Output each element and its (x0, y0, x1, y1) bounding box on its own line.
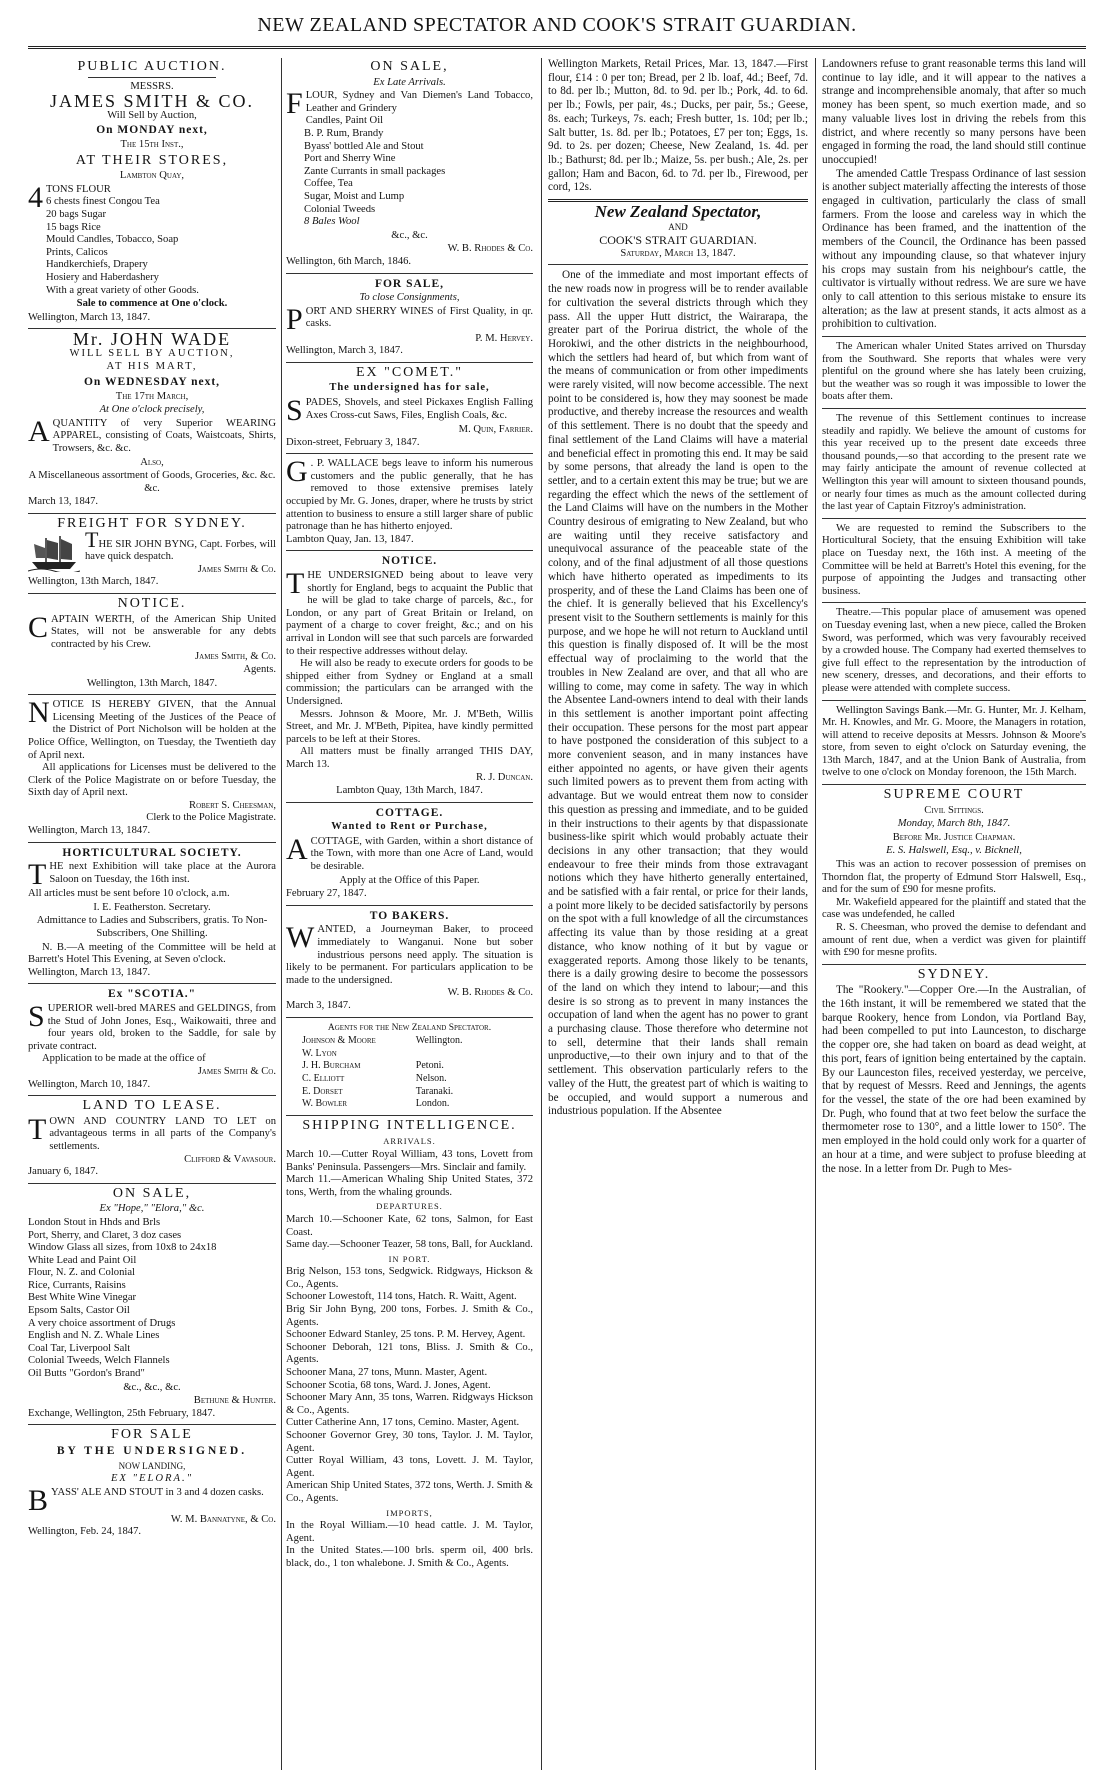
sydney-title: SYDNEY. (917, 966, 991, 982)
auction-line: The 15th Inst., (120, 138, 184, 150)
notice-body: OTICE IS HEREBY GIVEN, that the Annual Licensing Meeting of the Justices of the Peace of the District of Port Nicholson will be holden at the Police Office, Wellington, on Tuesday, the Twentieth day of April next. (28, 699, 276, 761)
freight-advert: FREIGHT FOR SYDNEY. THE SIR JOHN BYNG, Capt. Forbes, will have quick despatch. James Smith & Co. Wellington, 13th March, 1847. (28, 516, 276, 588)
signature: P. M. Hervey. (475, 332, 533, 344)
court-paragraph: This was an action to recover possession of premises on Thorndon flat, the property of Edmund Storr Halswell, Esq., and for the sum of £90 for mesne profits. (822, 859, 1086, 896)
comet-advert: EX "COMET." The undersigned has for sale, SPADES, Shovels, and steel Pickaxes English Falling Axes Cross-cut Saws, Files, English Coals, &c. M. Quin, Farrier. Dixon-street, February 3, 1847. (286, 364, 533, 448)
signature: Robert S. Cheesman, (189, 799, 276, 811)
list-item: Port and Sherry Wine (304, 153, 396, 165)
list-item: 20 bags Sugar (46, 208, 107, 220)
signature: Clifford & Vavasour. (184, 1153, 276, 1165)
court-judge: Before Mr. Justice Chapman. (892, 831, 1016, 843)
table-row (302, 1048, 463, 1061)
notice-body: COTTAGE, with Garden, within a short distance of the Town, with more than one Acre of Land, would be desirable. (310, 835, 533, 873)
editorial-date: Saturday, March 13, 1847. (620, 247, 736, 259)
list-item: Cutter Catherine Ann, 17 tons, Cemino. Master, Agent. (286, 1417, 520, 1429)
auction-line: AT THEIR STORES, (75, 152, 229, 168)
wade-line: On WEDNESDAY next, (83, 376, 221, 389)
list-item: With a great variety of other Goods. (46, 284, 199, 296)
signature: W. B. Rhodes & Co. (447, 987, 533, 999)
auction-line: On MONDAY next, (96, 124, 208, 137)
signature: W. M. Bannatyne, & Co. (170, 1513, 276, 1525)
scotia-advert: Ex "SCOTIA." SUPERIOR well-bred MARES and GELDINGS, from the Stud of John Jones, Esq., Waikowaiti, three and four years old, broken to the Saddle, for sale by private contract. Application to be made at the office of James Smith & Co. Wellington, March 10, 1847. (28, 988, 276, 1090)
licensing-notice: NOTICE IS HEREBY GIVEN, that the Annual Licensing Meeting of the Justices of the Peace of the District of Port Nicholson will be holden at the Police Office, Wellington, on Tuesday, the Twentieth day of April next. All applications for Licenses must be delivered to the Clerk of the Police Magistrate on or before Tuesday, the Sixth day of April next. Robert S. Cheesman, Clerk to the Police Magistrate. Wellington, March 13, 1847. (28, 696, 276, 837)
horticultural-advert: HORTICULTURAL SOCIETY. THE next Exhibition will take place at the Aurora Saloon on Tuesday, the 16th inst. All articles must be sent before 10 o'clock, a.m. I. E. Featherston. Secretary. Admittance to Ladies and Subscribers, gratis. To Non-Subscribers, One Shilling. N. B.—A meeting of the Committee will be held at Barrett's Hotel This Evening, at Seven o'clock. Wellington, March 13, 1847. (28, 846, 276, 978)
list-item: B. P. Rum, Brandy (304, 127, 384, 139)
dateline: Wellington, Feb. 24, 1847. (28, 1526, 142, 1538)
editorial-subtitle: COOK'S STRAIT GUARDIAN. (599, 233, 757, 248)
cottage-advert: COTTAGE. Wanted to Rent or Purchase, ACOTTAGE, with Garden, within a short distance of the Town, with more than one Acre of Land, would be desirable. Apply at the Office of this Paper. February 27, 1847. (286, 806, 533, 900)
dateline: Wellington, March 13, 1847. (28, 311, 151, 323)
bakers-advert: TO BAKERS. WANTED, a Journeyman Baker, to proceed immediately to Wanganui. None but sober industrious persons need apply. The situation is likely to be permanent. For particulars application to be made to the undersigned. W. B. Rhodes & Co. March 3, 1847. (286, 909, 533, 1011)
list-item: Colonial Tweeds (304, 203, 376, 215)
forsale-title: FOR SALE, (374, 277, 445, 290)
duncan-notice: NOTICE. THE UNDERSIGNED being about to leave very shortly for England, begs to acquaint the Public that he will be glad to take charge of parcels, &c., for London, or any part of Great Britain or Ireland, on payment of a charge to cover freight, &c.; and on his arrival in London will see that such parcels are forwarded to their respective addresses without delay. He will also be ready to execute orders for goods to be shipped either from Sydney or England at a small commission; the particulars can be arranged with the Undersigned. Messrs. Johnson & Moore, Mr. J. M'Beth, Willis Street, and Mr. J. M'Beth, Pipitea, have kindly permitted parcels to be left at their Stores. All matters must be finally arranged THIS DAY, March 13. R. J. Duncan. Lambton Quay, 13th March, 1847. (286, 555, 533, 797)
notice-body: UPERIOR well-bred MARES and GELDINGS, from the Stud of John Jones, Esq., Waikowaiti, three and four years old, broken to the Saddle, for sale by private contract. (28, 1003, 276, 1052)
scotia-title: Ex "SCOTIA." (107, 988, 197, 1001)
column-4 (822, 58, 1086, 1770)
forsale-title: FOR SALE (111, 1427, 193, 1443)
onsale-advert (28, 1185, 276, 1421)
court-paragraph: R. S. Cheesman, who proved the demise to defendant and amount of rent due, when a verdict was given for plaintiff with £90 for mesne profits. (822, 922, 1086, 959)
forsale-advert: FOR SALE BY THE UNDERSIGNED. NOW LANDING, EX "ELORA." BYASS' ALE AND STOUT in 3 and 4 dozen casks. W. M. Bannatyne, & Co. Wellington, Feb. 24, 1847. (28, 1427, 276, 1538)
dateline: Wellington, 13th March, 1847. (28, 576, 159, 588)
editorial-title-and: AND (668, 221, 688, 232)
table-row (302, 1073, 463, 1086)
list-item: Mould Candles, Tobacco, Soap (46, 234, 179, 246)
notice-body: YASS' ALE AND STOUT in 3 and 4 dozen casks. (51, 1486, 264, 1498)
onsale-subtitle: Ex Late Arrivals. (373, 76, 446, 88)
court-paragraph: Mr. Wakefield appeared for the plaintiff and stated that the case was undefended, he called (822, 896, 1086, 921)
signature: James Smith & Co. (197, 563, 276, 575)
list-item: Zante Currants in small packages (304, 165, 446, 177)
editorial-article: One of the immediate and most important effects of the new roads now in progress will be to render available for cultivation the several districts through which they pass. All the upper Hutt district, the Wairarapa, the greater part of the Porirua district, the whole of the Horokiwi, and the other districts in the neighbourhood, which the settlers had heard of, but which from want of the means of communication or from other impediments were rarely visited, will now become accessible. The next point to be considered is, how they may soonest be made productive, and thereby increase the resources and wealth of this settlement. There is no doubt that the speedy and final settlement of the Land Claims will have a material and beneficial effect in promoting this end. It may be said by some persons, that already the land is open to the settler, and to a certain extent this may be true; but we are regarding the effect which the news of the settlement of the Land Claims will have on the numbers in the Mother Country desirous of emigrating to New Zealand, but who are waiting until they receive satisfactory and unequivocal assurance of the peaceable state of the colony, and of the final adjustment of all those questions which have hitherto operated as impediments to its prosperity, and of these the Land Claims has been one of the chief. It is generally believed that his Excellency's present visit to the Southern settlements is mainly for this purpose, and we hope he will not return to Auckland until this question is finally disposed of. It will be the most effectual way of proclaiming to the world that the troubles in New Zealand are over, and that all who are willing to come, may come in safety. The way in which the Absentee Land-owners intend to deal with their lands in this settlement is another important point affecting their occupation. These persons for the most part appear to have postponed the consideration of this subject to a more convenient season, and in many instances have either appointed no agents, or have given their agents such limited powers as to prevent them from acting with advantage. But we would entreat them now to consider this question as pressing and immediate, and to be guided in their instructions to their agents by that dispassionate business-like spirit which would probably actuate their decisions in any other transaction; that they would endeavour to free their minds from those extravagant notions which they have hitherto generally entertained, and be satisfied with a fair rental, or price for their lands, a point more likely to be decided satisfactorily by persons on the spot with a full knowledge of all the circumstances affecting its value than by those residing at a great distance, who know nothing of it but by vague or exaggerated reports. Among those likely to be tenants, there is a daily growing desire to become the possessors of the land on which they intend to labour;—and this desire is so strong as to prevent in many instances the occupation of land when the agent has no power to grant a purchasing clause. Those therefore who determine not to sell, determine that their lands shall remain unproductive,—to their own injury and to that of the settlement. This observation particularly refers to the valley of the Hutt, the greatest part of which is waiting to be occupied, and would support a numerous and industrious population. If the Absentee (548, 269, 808, 1118)
table-row (302, 1060, 463, 1073)
comet-subtitle: The undersigned has for sale, (329, 382, 490, 394)
dateline: February 27, 1847. (286, 888, 367, 900)
sydney-report (822, 966, 1086, 1176)
auction-line: Will Sell by Auction, (107, 109, 197, 121)
list-item: Schooner Deborah, 121 tons, Bliss. J. Smith & Co., Agents. (286, 1341, 533, 1366)
dateline: January 6, 1847. (28, 1166, 99, 1178)
notice-body: N. B.—A meeting of the Committee will be held at Barrett's Hotel This Evening, at Seven o'clock. (28, 941, 276, 966)
editorial-title: New Zealand Spectator, (594, 202, 762, 222)
onsale-title: ON SALE, (112, 1185, 192, 1201)
signature: I. E. Featherston. Secretary. (93, 901, 211, 913)
list-item: March 10.—Cutter Royal William, 43 tons, Lovett from Banks' Peninsula. Passengers—Mrs. Sinclair and family. (286, 1148, 533, 1173)
notice-body: LOUR, Sydney and Van Diemen's Land Tobacco, Leather and Grindery (305, 90, 533, 114)
notice-body: PADES, Shovels, and steel Pickaxes English Falling Axes Cross-cut Saws, Files, English Coals, &c. (305, 397, 533, 421)
list-item: Schooner Mary Ann, 35 tons, Warren. Ridgways Hickson & Co., Agents. (286, 1392, 533, 1416)
table-cell: Nelson. (415, 1072, 447, 1084)
list-item: Coal Tar, Liverpool Salt (28, 1342, 131, 1354)
list-item: English and N. Z. Whale Lines (28, 1330, 160, 1342)
signature: R. J. Duncan. (476, 771, 533, 783)
agents-list (286, 1022, 533, 1111)
column-1 (28, 58, 276, 1770)
notice-body: All matters must be finally arranged THIS DAY, March 13. (286, 746, 533, 770)
list-item: Handkerchiefs, Drapery (46, 259, 148, 271)
agents-table (302, 1035, 463, 1111)
list-item: In the Royal William.—10 head cattle. J. M. Taylor, Agent. (286, 1520, 533, 1544)
auction-messrs: MESSRS. (130, 80, 174, 92)
wade-advert: Mr. JOHN WADE WILL SELL BY AUCTION, AT HIS MART, On WEDNESDAY next, The 17th March, At One o'clock precisely, AQUANTITY of very Superior WEARING APPAREL, consisting of Coats, Waistcoats, Shirts, Trowsers, &c. &c. Also, A Miscellaneous assortment of Goods, Groceries, &c. &c. &c. March 13, 1847. (28, 329, 276, 508)
masthead-title: NEW ZEALAND SPECTATOR AND COOK'S STRAIT GUARDIAN. (257, 14, 857, 36)
news-paragraph: The revenue of this Settlement continues to increase steadily and rapidly. We believe the amount of customs for this year received up to the present date exceeds three thousand pounds,—so that according to the present rate we may fairly anticipate the amount of revenue collected at Wellington this year will amount to sixteen thousand pounds, or nearly four times as much as the amount collected during the last year of Captain Fitzroy's administration. (822, 413, 1086, 513)
list-item: Colonial Tweeds, Welch Flannels (28, 1355, 170, 1367)
notice-body: All articles must be sent before 10 o'clock, a.m. (28, 888, 230, 900)
table-cell: London. (415, 1098, 450, 1110)
list-item: March 10.—Schooner Kate, 62 tons, Salmon, for East Coast. (286, 1213, 533, 1238)
notice-body: APTAIN WERTH, of the American Ship United States, will not be answerable for any debts contracted by his Crew. (51, 613, 276, 650)
notice-body: All applications for Licenses must be delivered to the Clerk of the Police Magistrate on or before Tuesday, the Sixth day of April next. (28, 762, 276, 799)
table-cell: Wellington. (415, 1035, 463, 1047)
list-item: Schooner Lowestoft, 114 tons, Hatch. R. Waitt, Agent. (286, 1291, 517, 1303)
dateline: Wellington, March 10, 1847. (28, 1078, 151, 1090)
list-item: Hosiery and Haberdashery (46, 271, 159, 283)
ship-icon (28, 534, 80, 572)
news-paragraph: The American whaler United States arrived on Thursday from the Southward. She reports that whales were very plentiful on the ground where she has lately been cruizing, but the weather was so rough it was impossible to lower the boats after them. (822, 341, 1086, 403)
shipping-heading: IMPORTS, (386, 1507, 433, 1518)
notice-title: NOTICE. (117, 595, 187, 611)
sydney-paragraph: The "Rookery."—Copper Ore.—In the Australian, of the 16th instant, it will be remembered we stated that the barque Rookery, hence from London, via Portland Bay, had been compelled to put into Launceston, to discharge the copper ore, she had taken on board as dead weight, at this port, fears of ignition being entertained by the captain. By our Launceston files, received yesterday, we perceive, that by request of Messrs. Reed and Jennings, the agents for the vessel, the state of the ore had been examined by Dr. Pugh, who found that at two feet below the surface the thermometer rose to 130°, and a little lower to 150°. The men employed in the hold could only work for a quarter of an hour at a time, and were subject to profuse bleeding at the nose. In a letter from Dr. Pugh to Mes- (822, 984, 1086, 1175)
auction-line: Sale to commence at One o'clock. (76, 298, 228, 310)
notice-body: Application to be made at the office of (42, 1053, 206, 1065)
supreme-court-report (822, 789, 1086, 960)
list-item: Flour, N. Z. and Colonial (28, 1267, 135, 1279)
list-item: 15 bags Rice (46, 221, 101, 233)
dateline: Lambton Quay, Jan. 13, 1847. (286, 533, 414, 545)
table-cell: Johnson & Moore (302, 1035, 376, 1047)
notice-body: He will also be ready to execute orders for goods to be shipped either from Sydney or England at a small commission; the particulars can be arranged with the Undersigned. (286, 658, 533, 707)
agents-title: Agents for the New Zealand Spectator. (327, 1022, 492, 1033)
shipping-intelligence (286, 1117, 533, 1571)
list-item: Schooner Governor Grey, 30 tons, Taylor. J. M. Taylor, Agent. (286, 1430, 533, 1454)
freight-body: HE SIR JOHN BYNG, Capt. Forbes, will have quick despatch. (85, 538, 276, 563)
wallace-advert: G . P. WALLACE begs leave to inform his numerous customers and the public generally, that he has removed to those extensive premises lately occupied by Mr. G. Jones, draper, where he trusts by strict attention to business to ensure a still larger share of public patronage than he has hitherto enjoyed. Lambton Quay, Jan. 13, 1847. (286, 455, 533, 545)
wade-body: QUANTITY of very Superior WEARING APPAREL, consisting of Coats, Waistcoats, Shirts, Trowsers, &c. &c. (52, 417, 276, 455)
cottage-subtitle: Wanted to Rent or Purchase, (331, 821, 488, 833)
table-cell: W. Bowler (302, 1098, 348, 1110)
list-item: Candles, Paint Oil (305, 115, 384, 127)
wade-line: AT HIS MART, (106, 361, 198, 373)
list-item: White Lead and Paint Oil (28, 1254, 137, 1266)
table-cell (376, 1048, 463, 1061)
court-date: Monday, March 8th, 1847. (897, 818, 1011, 830)
list-item: March 11.—American Whaling Ship United States, 372 tons, Werth, from the whaling grounds. (286, 1174, 533, 1198)
article-paragraph: Landowners refuse to grant reasonable terms this land will continue to lay idle, and it will appear to the natives a strange and incomprehensible anomaly, that after so much money has been spent, so much exertion made, and so many valuable lives lost in driving the rebels from this district, and where recently so many persons have been engaged in forming the road, the land should still continue unoccupied! (822, 58, 1086, 166)
signature: James Smith, & Co. (195, 651, 276, 663)
list-item: Schooner Scotia, 68 tons, Ward. J. Jones, Agent. (286, 1379, 491, 1391)
notice-body: Messrs. Johnson & Moore, Mr. J. M'Beth, Willis Street, and Mr. J. M'Beth, Pipitea, have kindly permitted parcels to be left at their Stores. (286, 708, 533, 745)
auction-advert (28, 61, 276, 324)
column-2 (286, 58, 533, 1770)
table-cell: E. Dorset (302, 1085, 343, 1097)
notice-body: OWN AND COUNTRY LAND TO LET on advantageous terms in all parts of the Company's settlements. (49, 1115, 276, 1152)
notice-body: Apply at the Office of this Paper. (339, 874, 480, 886)
notice-body: Admittance to Ladies and Subscribers, gratis. To Non-Subscribers, One Shilling. (36, 915, 268, 940)
column-divider (815, 58, 816, 1770)
notice-body: HE next Exhibition will take place at the Aurora Saloon on Tuesday, the 16th inst. (49, 861, 276, 885)
market-prices: Wellington Markets, Retail Prices, Mar. 13, 1847.—First flour, £14 : 0 per ton; Bread, per 2 lb. loaf, 4d.; Beef, 7d. to 8d. per lb.; Mutton, 8d. to 9d. per lb.; Pork, 4d. to 6d. per lb.; Fowls, per pair, 4s.; Ducks, per pair, 5s.; Geese, 8s. each; Turkeys, 7s. each; Fresh butter, 1s. 10d; per lb.; Salt butter, 1s. 8d. per lb.; Potatoes, £7 per ton; Eggs, 1s. 9d. to 2s. per dozen; Cheese, New Zealand, 1s. 4d. per lb.; Bathurst; 8d. per lb.; Maize, 5s. per bush.; Ale, 2s. per gallon; Ham and Bacon, 6d. to 7d. per lb., Firewood, per cord, 12s. (548, 58, 808, 194)
forsale-line: BY THE UNDERSIGNED. (56, 1445, 248, 1457)
comet-title: EX "COMET." (355, 364, 464, 380)
list-item: Brig Nelson, 153 tons, Sedgwick. Ridgways, Hickson & Co., Agents. (286, 1266, 533, 1290)
shipping-heading: ARRIVALS. (383, 1136, 436, 1147)
list-item: Byass' bottled Ale and Stout (304, 140, 424, 152)
auction-items (28, 180, 276, 297)
list-item: &c., &c., &c. (123, 1381, 181, 1393)
wade-line: At One o'clock precisely, (99, 404, 205, 416)
dateline: Wellington, March 3, 1847. (286, 345, 403, 357)
shipping-heading: IN PORT. (388, 1253, 431, 1264)
forsale-line: EX "ELORA." (110, 1473, 194, 1485)
late-arrivals-advert: ON SALE, Ex Late Arrivals. FLOUR, Sydney and Van Diemen's Land Tobacco, Leather and Grindery Candles, Paint Oil B. P. Rum, Brandy Byass' bottled Ale and Stout Port and Sherry Wine Zante Currants in small packages Coffee, Tea Sugar, Moist and Lump Colonial Tweeds 8 Bales Wool &c., &c. W. B. Rhodes & Co. Wellington, 6th March, 1846. (286, 59, 533, 267)
list-item: Coffee, Tea (304, 178, 353, 190)
drop-cap: 4 (28, 180, 43, 214)
dateline: March 13, 1847. (28, 496, 99, 508)
notice-title: NOTICE. (381, 555, 438, 568)
dateline: March 3, 1847. (286, 1000, 351, 1011)
onsale-subtitle: Ex "Hope," "Elora," &c. (99, 1203, 205, 1215)
wade-line: Also, (140, 456, 164, 468)
shipping-title: SHIPPING INTELLIGENCE. (302, 1117, 517, 1133)
news-paragraph: Theatre.—This popular place of amusement was opened on Tuesday evening last, when a new piece, called the Broken Sword, was performed, which was very favourably received by a crowded house. The Company had exerted themselves to give full effect to the representation by the introduction of new scenery, dresses, and decorations, and their efforts to please were attended with complete success. (822, 607, 1086, 694)
table-cell: W. Lyon (302, 1047, 337, 1059)
shipping-heading: DEPARTURES. (376, 1201, 443, 1212)
notice-body: HE UNDERSIGNED being about to leave very shortly for England, begs to acquaint the Public that he will be glad to take charge of parcels, &c., for London, or any part of Great Britain or Ireland, on payment of a charge to cover freight, &c.; and on his arrival in London will see that such parcels are forwarded to their respective addresses without delay. (286, 570, 533, 657)
table-row (302, 1035, 463, 1048)
lease-title: LAND TO LEASE. (82, 1098, 222, 1114)
dateline: Lambton Quay, 13th March, 1847. (336, 785, 483, 797)
column-divider (281, 58, 282, 1770)
auction-line: Lambton Quay, (119, 170, 185, 182)
court-case: E. S. Halswell, Esq., v. Bicknell, (886, 845, 1022, 857)
signature: Clerk to the Police Magistrate. (146, 812, 276, 824)
news-paragraph: We are requested to remind the Subscribers to the Horticultural Society, that the ensuing Exhibition will take place on Tuesday next, the 16th inst. A meeting of the Committee will be held at Barrett's Hotel this evening, for the purpose of appointing the Judges and transacting other business. (822, 522, 1086, 597)
list-item: American Ship United States, 372 tons, Werth. J. Smith & Co., Agents. (286, 1480, 533, 1504)
signature: M. Quin, Farrier. (458, 424, 533, 436)
news-paragraph: Wellington Savings Bank.—Mr. G. Hunter, Mr. J. Kelham, Mr. H. Knowles, and Mr. G. Moore, the Managers in rotation, will attend to receive deposits at Messrs. Johnson & Moore's store, from seven to eight o'clock on Saturday evening, the 13th March, 1847, and at the Union Bank of Australia, from twelve to one o'clock on Monday forenoon, the 15th March. (822, 704, 1086, 779)
cottage-title: COTTAGE. (375, 806, 444, 819)
masthead-rule (28, 46, 1086, 49)
list-item: Sugar, Moist and Lump (304, 190, 405, 202)
wade-line: A Miscellaneous assortment of Goods, Groceries, &c. &c. &c. (28, 470, 276, 494)
onsale-title: ON SALE, (370, 59, 449, 74)
list-item: Prints, Calicos (46, 246, 108, 258)
list-item: Oil Butts "Gordon's Brand" (28, 1368, 145, 1380)
forsale-subtitle: To close Consignments, (359, 292, 460, 304)
column-3 (548, 58, 808, 1770)
bakers-title: TO BAKERS. (369, 909, 450, 922)
signature: James Smith & Co. (197, 1065, 276, 1077)
signature: W. B. Rhodes & Co. (447, 243, 533, 255)
court-title: SUPREME COURT (883, 787, 1025, 803)
table-cell: Taranaki. (415, 1085, 454, 1097)
list-item: &c., &c. (391, 229, 428, 241)
horticultural-title: HORTICULTURAL SOCIETY. (62, 846, 242, 859)
list-item: Cutter Royal William, 43 tons, Lovett. J. M. Taylor, Agent. (286, 1455, 533, 1479)
notice-body: ORT AND SHERRY WINES of First Quality, in qr. casks. (305, 305, 533, 330)
table-row (302, 1086, 463, 1099)
list-item: 8 Bales Wool (304, 216, 360, 228)
table-row (302, 1098, 463, 1111)
list-item: Port, Sherry, and Claret, 3 doz cases (28, 1229, 182, 1241)
auction-title: PUBLIC AUCTION. (77, 59, 227, 74)
list-item: Rice, Currants, Raisins (28, 1279, 126, 1291)
forsale-line: NOW LANDING, (118, 1460, 186, 1471)
list-item: A very choice assortment of Drugs (28, 1317, 176, 1329)
lease-advert: LAND TO LEASE. TOWN AND COUNTRY LAND TO LET on advantageous terms in all parts of the Company's settlements. Clifford & Vavasour. January 6, 1847. (28, 1098, 276, 1178)
list-item: Window Glass all sizes, from 10x8 to 24x18 (28, 1242, 217, 1254)
dateline: Exchange, Wellington, 25th February, 1847. (28, 1407, 216, 1419)
wade-line: The 17th March, (115, 390, 189, 402)
list-item: Schooner Mana, 27 tons, Munn. Master, Agent. (286, 1367, 488, 1379)
list-item: Brig Sir John Byng, 200 tons, Forbes. J. Smith & Co., Agents. (286, 1304, 533, 1328)
list-item: Same day.—Schooner Teazer, 58 tons, Ball, for Auckland. (286, 1239, 533, 1251)
signature: Agents. (243, 663, 276, 675)
freight-title: FREIGHT FOR SYDNEY. (57, 516, 247, 531)
dateline: Wellington, March 13, 1847. (28, 966, 151, 978)
column-divider (541, 58, 542, 1770)
list-item: Best White Wine Vinegar (28, 1292, 137, 1304)
list-item: London Stout in Hhds and Brls (28, 1216, 161, 1228)
list-item: 6 chests finest Congou Tea (46, 196, 160, 208)
port-wine-advert: FOR SALE, To close Consignments, PORT AND SHERRY WINES of First Quality, in qr. casks. P. M. Hervey. Wellington, March 3, 1847. (286, 277, 533, 357)
dateline: Dixon-street, February 3, 1847. (286, 436, 420, 448)
notice-body: . P. WALLACE begs leave to inform his numerous customers and the public generally, that he has removed to those extensive premises lately occupied by Mr. G. Jones, draper, where he trusts by strict attention to business to ensure a still larger share of public patronage than he has hitherto enjoyed. (286, 458, 533, 533)
table-cell: Petoni. (415, 1060, 444, 1072)
table-cell: C. Elliott (302, 1072, 345, 1084)
dateline: Wellington, 6th March, 1846. (286, 255, 412, 267)
list-item: In the United States.—100 brls. sperm oil, 400 brls. black, do., 1 ton whalebone. J. Smith & Co., Agents. (286, 1545, 533, 1569)
auction-firm: JAMES SMITH & CO. (49, 91, 255, 112)
table-cell: J. H. Burcham (302, 1060, 361, 1072)
list-item: Epsom Salts, Castor Oil (28, 1305, 130, 1317)
court-subtitle: Civil Sittings. (924, 804, 984, 816)
signature: Bethune & Hunter. (193, 1395, 276, 1407)
article-paragraph: The amended Cattle Trespass Ordinance of last session is another subject materially affecting the interests of those engaged in cultivation, particularly the class of small farmers. From the loose and careless way in which the Ordinance has been framed, and the inattention of the members of the Council, the Ordinance has been passed without any impounding clause, so that whatever injury his crops may sustain from his neighbour's cattle, the cultivator is virtually without redress. We are sure we have only to call attention to this serious mistake to ensure its alteration; as the law at present stands, it acts almost as a prohibition to cultivation. (822, 167, 1086, 331)
list-item: TONS FLOUR (46, 183, 111, 195)
wade-name: Mr. JOHN WADE (72, 329, 232, 350)
dateline: Wellington, 13th March, 1847. (86, 677, 218, 689)
wade-line: WILL SELL BY AUCTION, (69, 347, 235, 359)
list-item: Schooner Edward Stanley, 25 tons. P. M. Hervey, Agent. (286, 1329, 526, 1341)
notice-werth: NOTICE. CAPTAIN WERTH, of the American Ship United States, will not be answerable for any debts contracted by his Crew. James Smith, & Co. Agents. Wellington, 13th March, 1847. (28, 595, 276, 689)
dateline: Wellington, March 13, 1847. (28, 825, 151, 837)
notice-body: ANTED, a Journeyman Baker, to proceed immediately to Wanganui. None but sober industrious persons need apply. The situation is likely to be permanent. For particulars application to be made to the undersigned. (286, 924, 533, 986)
